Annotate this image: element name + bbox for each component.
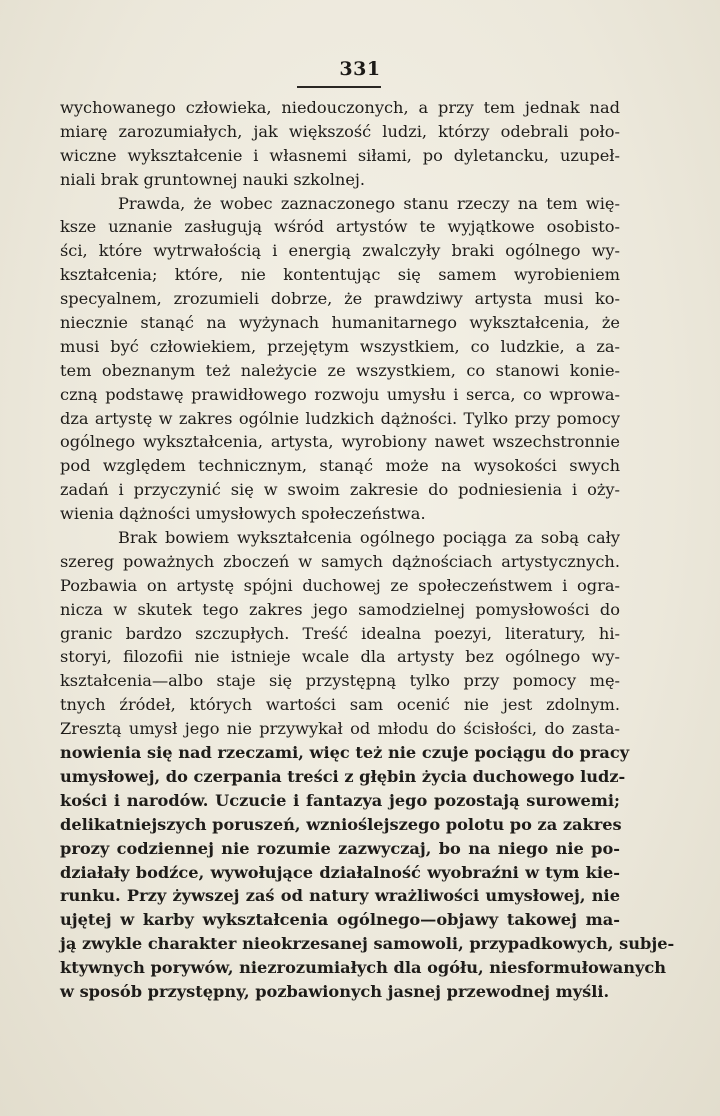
text-line: musi być człowiekiem, przejętym wszystkiem, co ludzkie, a za- bbox=[60, 336, 620, 356]
text-line: tem obeznanym też należycie ze wszystkiem, co stanowi konie- bbox=[60, 360, 620, 380]
text-line: ujętej w karby wykształcenia ogólnego—objawy takowej ma- bbox=[60, 910, 620, 930]
text-line: miarę zarozumiałych, jak większość ludzi, którzy odebrali poło- bbox=[60, 121, 620, 141]
text-line: działały bodźce, wywołujące działalność wyobraźni w tym kie- bbox=[60, 862, 620, 882]
text-line: niecznie stanąć na wyżynach humanitarnego wykształcenia, że bbox=[60, 313, 620, 333]
paragraph bbox=[60, 526, 675, 1004]
text-line: Brak bowiem wykształcenia ogólnego pociąga za sobą cały bbox=[118, 528, 620, 548]
text-line: zadań i przyczynić się w swoim zakresie do podniesienia i oży- bbox=[60, 480, 620, 500]
text-line: runku. Przy żywszej zaś od natury wrażliwości umysłowej, nie bbox=[60, 886, 620, 906]
text-line: ogólnego wykształcenia, artysta, wyrobiony nawet wszechstronnie bbox=[60, 432, 620, 452]
text-line: delikatniejszych poruszeń, wznioślejszego polotu po za zakres bbox=[60, 814, 622, 834]
text-line: dza artystę w zakres ogólnie ludzkich dążności. Tylko przy pomocy bbox=[60, 408, 620, 428]
text-line: wychowanego człowieka, niedouczonych, a przy tem jednak nad bbox=[60, 98, 620, 117]
text-line: ktywnych porywów, niezrozumiałych dla ogółu, niesformułowanych bbox=[60, 958, 667, 978]
text-line: czną podstawę prawidłowego rozwoju umysłu i serca, co wprowa- bbox=[60, 384, 620, 404]
paragraph bbox=[60, 192, 620, 526]
text-line: tnych źródeł, których wartości sam ocenić nie jest zdolnym. bbox=[60, 695, 620, 715]
text-line: nicza w skutek tego zakres jego samodzielnej pomysłowości do bbox=[60, 599, 620, 619]
text-line: specyalnem, zrozumieli dobrze, że prawdziwy artysta musi ko- bbox=[60, 289, 620, 309]
text-line: ści, które wytrwałością i energią zwalczyły braki ogólnego wy- bbox=[60, 241, 620, 261]
text-line: wienia dążności umysłowych społeczeństwa. bbox=[60, 504, 426, 524]
text-line: umysłowej, do czerpania treści z głębin życia duchowego ludz- bbox=[60, 766, 626, 786]
text-line: szereg poważnych zboczeń w samych dążnościach artystycznych. bbox=[60, 551, 620, 571]
text-line: kształcenia—albo staje się przystępną tylko przy pomocy mę- bbox=[60, 671, 620, 691]
text-line: niali brak gruntownej nauki szkolnej. bbox=[60, 169, 366, 189]
text-line: wiczne wykształcenie i własnemi siłami, po dyletancku, uzupeł- bbox=[60, 145, 620, 165]
text-line: granic bardzo szczupłych. Treść idealna poezyi, literatury, hi- bbox=[60, 623, 620, 643]
text-line: Prawda, że wobec zaznaczonego stanu rzeczy na tem wię- bbox=[118, 193, 620, 213]
text-line: ją zwykle charakter nieokrzesanej samowoli, przypadkowych, subje- bbox=[60, 934, 675, 954]
paragraph bbox=[60, 96, 620, 192]
text-line: pod względem technicznym, stanąć może na wysokości swych bbox=[60, 456, 620, 476]
text-line: Zresztą umysł jego nie przywykał od młodu do ścisłości, do zasta- bbox=[60, 719, 620, 739]
text-line: nowienia się nad rzeczami, więc też nie czuje pociągu do pracy bbox=[60, 743, 630, 763]
page-number: 331 bbox=[339, 58, 381, 80]
text-line: ksze uznanie zasługują wśród artystów te wyjątkowe osobisto- bbox=[60, 217, 620, 237]
text-line: kości i narodów. Uczucie i fantazya jego pozostają surowemi; bbox=[60, 790, 620, 810]
body-text bbox=[60, 96, 675, 1004]
text-line: w sposób przystępny, pozbawionych jasnej przewodnej myśli. bbox=[60, 981, 610, 1001]
text-line: Pozbawia on artystę spójni duchowej ze społeczeństwem i ogra- bbox=[60, 575, 620, 595]
page-number-rule bbox=[297, 86, 381, 88]
text-line: prozy codziennej nie rozumie zazwyczaj, bo na niego nie po- bbox=[60, 838, 620, 858]
text-line: kształcenia; które, nie kontentując się samem wyrobieniem bbox=[60, 265, 620, 285]
text-line: storyi, filozofii nie istnieje wcale dla artysty bez ogólnego wy- bbox=[60, 647, 620, 667]
